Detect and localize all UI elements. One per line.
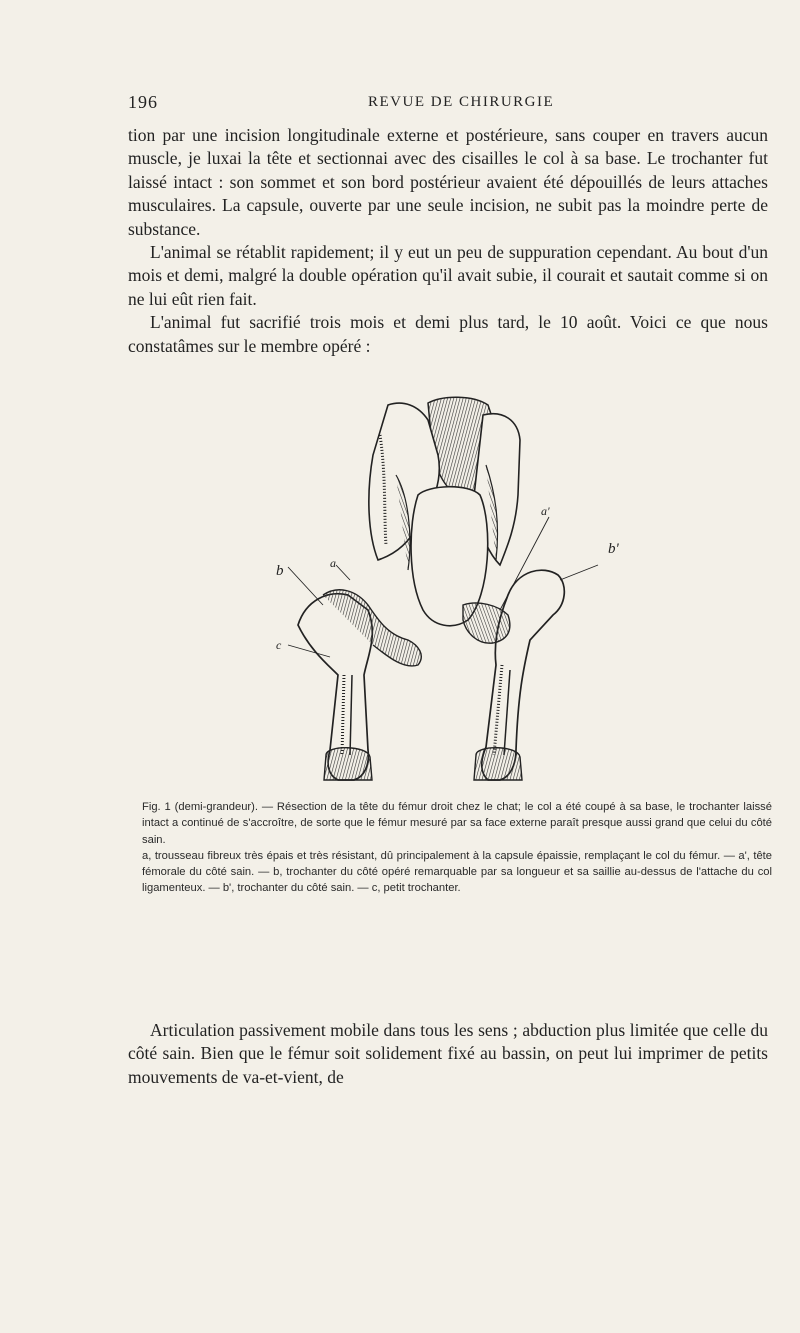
body-text — [128, 124, 768, 358]
caption-fig-ref: Fig. 1 — [142, 801, 171, 813]
label-c: c — [276, 638, 282, 652]
anatomical-figure — [268, 395, 628, 785]
paragraph-3: L'animal fut sacrifié trois mois et demi plus tard, le 10 août. Voici ce que nous constatâmes sur le membre opéré : — [128, 312, 768, 356]
label-b-prime: b' — [608, 541, 619, 557]
page-header — [128, 92, 768, 116]
running-title: REVUE DE CHIRURGIE — [368, 94, 555, 110]
paragraph-1: tion par une incision longitudinale externe et postérieure, sans couper en travers aucun muscle, je luxai la tête et sectionnai avec des cisailles le col à sa base. Le trochanter fut laissé intact : son sommet et son bord postérieur avaient été dépouillés de leurs attaches musculaires. La capsule, ouverte par une seule incision, ne subit pas la moindre perte de substance. — [128, 125, 768, 239]
label-b: b — [276, 563, 284, 579]
label-a: a — [330, 556, 336, 570]
page-number: 196 — [128, 92, 158, 112]
right-condyle — [474, 748, 522, 780]
caption-legend: a, trousseau fibreux très épais et très résistant, dû principalement à la capsule épaissie, remplaçant le col du fémur. — a', tête fémorale du côté sain. — b, trochanter du côté opéré remarquable par sa longueur et sa saillie au-dessus de l'attache du col ligamenteux. — b', trochanter du côté sain. — c, petit trochanter. — [142, 849, 772, 895]
figure-caption — [142, 799, 772, 897]
femur-pelvis-illustration — [268, 395, 628, 785]
left-condyle — [324, 748, 372, 780]
paragraph-4: Articulation passivement mobile dans tous les sens ; abduction plus limitée que celle du côté sain. Bien que le fémur soit solidement fixé au bassin, on peut lui imprimer de petits mouvements de va-et-vient, de — [128, 1020, 768, 1087]
caption-text: (demi-grandeur). — Résection de la tête du fémur droit chez le chat; le col a été coupé à sa base, le trochanter laissé intact a continué de s'accroître, de sorte que le fémur mesuré par sa face externe paraît presque aussi grand que celui du côté sain. — [142, 801, 772, 846]
body-text-continued — [128, 1019, 768, 1089]
paragraph-2: L'animal se rétablit rapidement; il y eut un peu de suppuration cependant. Au bout d'un mois et demi, malgré la double opération qu'il avait subie, il courait et sautait comme si on ne lui eût rien fait. — [128, 242, 768, 309]
label-a-prime: a' — [541, 504, 550, 518]
